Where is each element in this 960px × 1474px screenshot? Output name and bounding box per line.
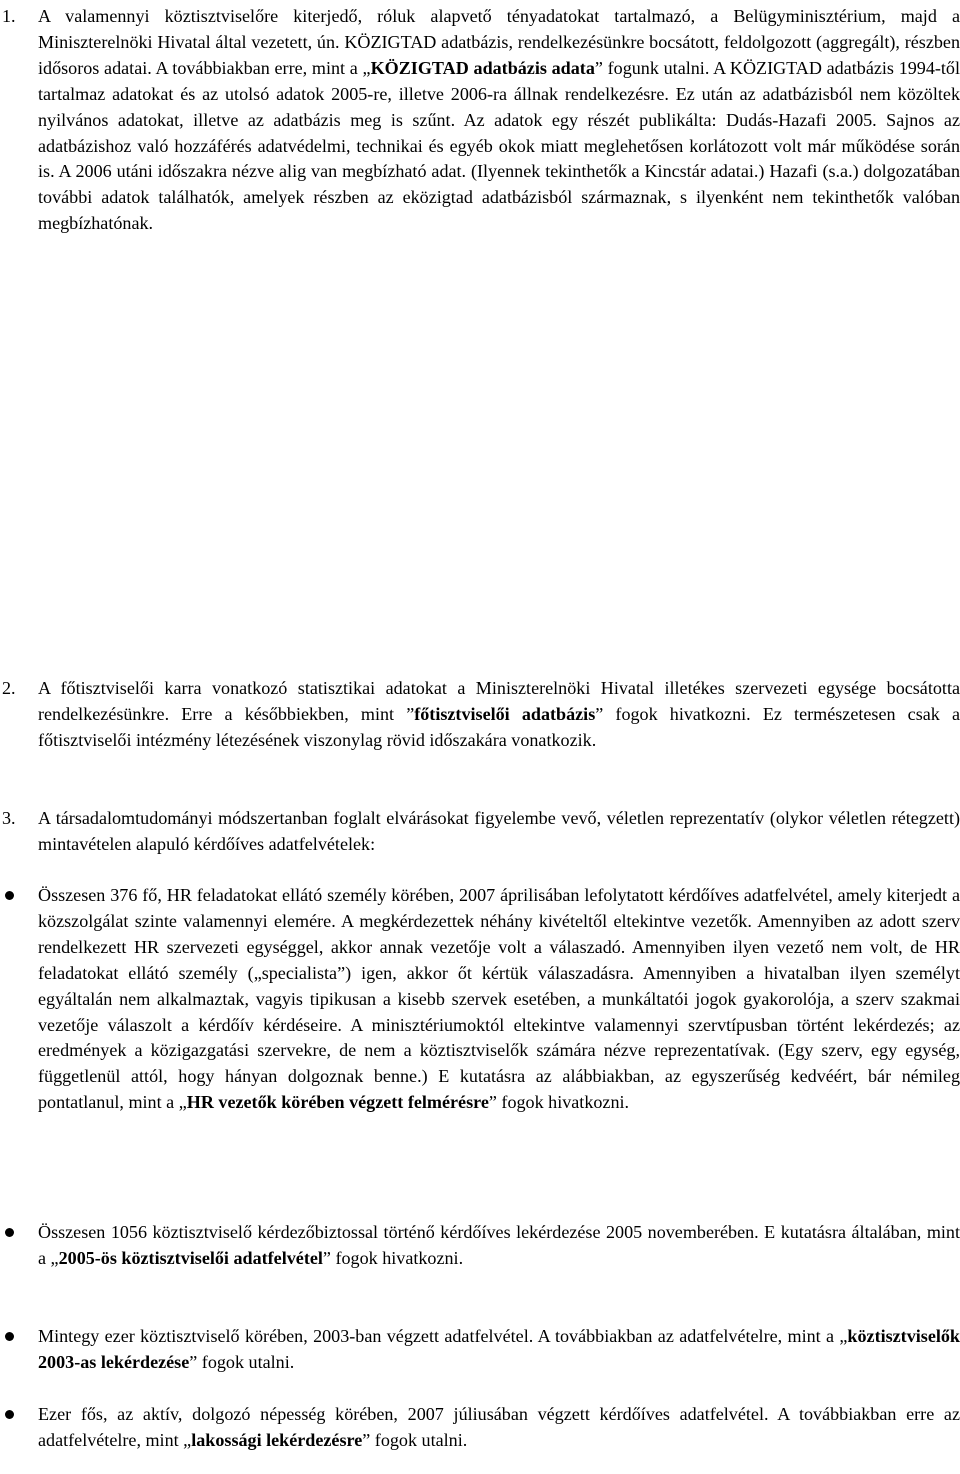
item-text [38,4,960,237]
bullet-icon [5,1410,14,1419]
bullet-icon [5,1228,14,1237]
bullet-text [38,1220,960,1272]
text-run: ” fogok hivatkozni. [488,1092,630,1113]
emphasis-text: köztisztviselők 2003-as lekérdezése [38,1326,960,1372]
bullet-item-1 [0,883,960,1116]
bullet-text [38,1324,960,1376]
numbered-item-1 [0,4,960,237]
bullet-item-3 [0,1324,960,1376]
emphasis-text: HR vezetők körében végzett felmérésre [186,1092,489,1113]
bullet-item-4 [0,1402,960,1454]
text-run: ” fogunk utalni. A KÖZIGTAD adatbázis 1994-től tartalmaz adatokat és az utolsó adatok 2005-re, illetve 2006-ra állnak rendelkezésre. Ez után az adatbázisból nem közöltek nyilvános adatokat, illetve az adatbázis meg is szűnt. Az adatok egy részét publikálta: Dudás-Hazafi 2005. Sajnos az adatbázishoz való hozzáférés adatvédelmi, technikai és egyéb okok miatt meglehetősen korlátozott volt már működése során is. A 2006 utáni időszakra nézve alig van megbízható adat. (Ilyennek tekinthetők a Kincstár adatai.) Hazafi (s.a.) dolgozatában további adatok találhatók, amelyek részben az eközigtad adatbázisból származnak, s ilyenként nem tekinthetők valóban megbízhatónak. [38,57,960,234]
item-number: 2. [2,678,16,698]
text-run: A főtisztviselői karra vonatkozó statisztikai adatokat a Miniszterelnöki Hivatal illetékes szervezeti egysége bocsátotta rendelkezésünkre. Erre a későbbiekben, mint ” [38,678,960,724]
emphasis-text: főtisztviselői adatbázis [414,703,596,724]
numbered-item-2 [0,676,960,754]
text-run: Mintegy ezer köztisztviselő körében, 2003-ban végzett adatfelvétel. A továbbiakban az adatfelvételre, mint a „ [38,1326,848,1346]
text-run: ” fogok utalni. [362,1429,468,1450]
bullet-item-2 [0,1220,960,1272]
emphasis-text: KÖZIGTAD adatbázis adata [370,57,595,78]
text-run: Összesen 376 fő, HR feladatokat ellátó személy körében, 2007 áprilisában lefolytatott kérdőíves adatfelvétel, amely kiterjedt a közszolgálat szinte valamennyi elemére. A megkérdezettek néhány kivételtől eltekintve vezetők. Amennyiben az adott szerv rendelkezett HR szervezeti egységgel, akkor annak vezetője volt a válaszadó. Amennyiben ilyen vezető nem volt, de HR feladatokat ellátó személy („specialista”) igen, akkor őt kértük válaszadásra. Amennyiben a hivatalban ilyen személyt egyáltalán nem alkalmaztak, vagyis tipikusan a kisebb szervek esetében, a munkáltatói jogok gyakorolója, a szerv szakmai vezetője válaszolt a kérdőív kérdéseire. A minisztériumoktól eltekintve valamennyi szervtípusban történt lekérdezés; az eredmények a közigazgatási szervekre, de nem a köztisztviselők számára nézve reprezentatívak. (Egy szerv, egy egység, függetlenül attól, hogy hányan dolgoznak benne.) E kutatásra az alábbiakban, az egyszerűség kedvéért, bár némileg pontatlanul, mint a „ [38,885,960,1113]
bullet-icon [5,891,14,900]
text-run: Összesen 1056 köztisztviselő kérdezőbiztossal történő kérdőíves lekérdezése 2005 novemberében. E kutatásra általában, mint a „ [38,1222,960,1268]
item-number: 3. [2,808,16,828]
text-run: ” fogok utalni. [189,1351,295,1372]
item-number: 1. [2,6,16,26]
item-text [38,676,960,754]
text-run: ” fogok hivatkozni. [322,1247,464,1268]
emphasis-text: lakossági lekérdezésre [191,1429,363,1450]
text-run: Ezer fős, az aktív, dolgozó népesség körében, 2007 júliusában végzett kérdőíves adatfelvétel. A továbbiakban erre az adatfelvételre, mint „ [38,1404,960,1450]
numbered-item-3 [0,806,960,858]
text-run: A társadalomtudományi módszertanban foglalt elvárásokat figyelembe vevő, véletlen reprezentatív (olykor véletlen rétegzett) mintavételen alapuló kérdőíves adatfelvételek: [38,808,960,854]
bullet-text [38,1402,960,1454]
emphasis-text: 2005-ös köztisztviselői adatfelvétel [58,1247,323,1268]
bullet-text [38,883,960,1116]
bullet-icon [5,1332,14,1341]
text-run: ” fogok hivatkozni. Ez természetesen csak a főtisztviselői intézmény létezésének viszonylag rövid időszakára vonatkozik. [38,703,960,750]
item-text [38,806,960,858]
text-run: A valamennyi köztisztviselőre kiterjedő, róluk alapvető tényadatokat tartalmazó, a Belügyminisztérium, majd a Miniszterelnöki Hivatal által vezetett, ún. KÖZIGTAD adatbázis, rendelkezésünkre bocsátott, feldolgozott (aggregált), részben idősoros adatai. A továbbiakban erre, mint a „ [38,6,960,78]
